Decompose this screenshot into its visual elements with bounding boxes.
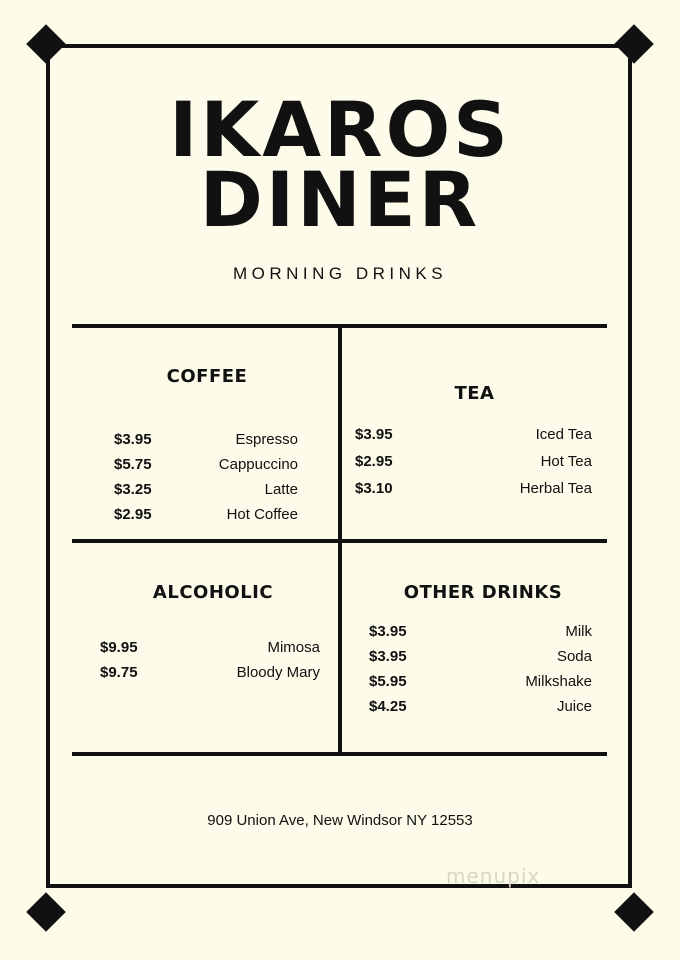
tea-name: Herbal Tea	[519, 480, 592, 497]
section-title-alcoholic: ALCOHOLIC	[152, 582, 274, 603]
alcoholic-price: $9.75	[100, 664, 138, 681]
other-name: Juice	[556, 698, 592, 715]
tea-name: Iced Tea	[535, 426, 592, 443]
other-price: $4.25	[369, 698, 407, 715]
coffee-name: Espresso	[235, 431, 298, 448]
coffee-name: Latte	[264, 481, 298, 498]
restaurant-name-line2: DINER	[199, 155, 481, 244]
corner-diamond-bottom-left	[26, 892, 66, 932]
coffee-price: $2.95	[114, 506, 152, 523]
other-price: $5.95	[369, 673, 407, 690]
corner-diamond-bottom-right	[614, 892, 654, 932]
alcoholic-name: Bloody Mary	[236, 664, 320, 681]
other-name: Milk	[565, 623, 592, 640]
other-price: $3.95	[369, 648, 407, 665]
coffee-name: Cappuccino	[218, 456, 298, 473]
tea-price: $3.95	[355, 426, 393, 443]
tea-price: $3.10	[355, 480, 393, 497]
coffee-price: $3.25	[114, 481, 152, 498]
alcoholic-name: Mimosa	[267, 639, 320, 656]
restaurant-name-line1: IKAROS	[169, 85, 511, 174]
section-title-other-drinks: OTHER DRINKS	[403, 582, 563, 603]
menu-subtitle: MORNING DRINKS	[232, 264, 448, 283]
section-title-tea: TEA	[454, 383, 495, 404]
coffee-name: Hot Coffee	[226, 506, 298, 523]
watermark: menupix	[446, 864, 541, 888]
section-title-coffee: COFFEE	[166, 366, 248, 387]
other-name: Milkshake	[525, 673, 592, 690]
alcoholic-price: $9.95	[100, 639, 138, 656]
other-price: $3.95	[369, 623, 407, 640]
coffee-price: $5.75	[114, 456, 152, 473]
other-name: Soda	[556, 648, 592, 665]
tea-price: $2.95	[355, 453, 393, 470]
coffee-price: $3.95	[114, 431, 152, 448]
tea-name: Hot Tea	[540, 453, 592, 470]
restaurant-address: 909 Union Ave, New Windsor NY 12553	[207, 812, 473, 829]
